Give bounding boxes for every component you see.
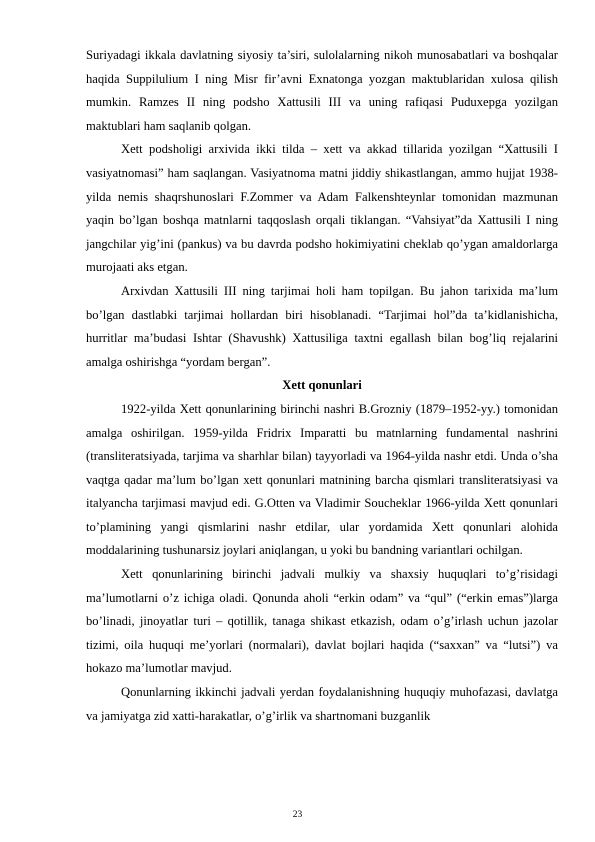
section-heading: Xett qonunlari xyxy=(282,378,362,393)
body-paragraph: 1922-yilda Xett qonunlarining birinchi nashri B.Grozniy (1879–1952-yy.) tomonidan amalga oshirilgan. 1959-yilda Fridrix Imparatti bu matnlarning fundamental nashrini (transliteratsiyada, tarjima va sharhlar bilan) tayyorladi va 1964-yilda nashr etdi. Unda o’sha vaqtga qadar ma’lum bo’lgan xett qonunlari matnining barcha qismlari transliteratsiyasi va italyancha tarjimasi mavjud edi. G.Otten va Vladimir Soucheklar 1966-yilda Xett qonunlari to’plamining yangi qismlarini nashr etdilar, ular yordamida Xett qonunlari alohida moddalarining tushunarsiz joylari aniqlangan, u yoki bu bandning variantlari ochilgan. xyxy=(86,401,558,558)
body-paragraph: Suriyadagi ikkala davlatning siyosiy ta’siri, sulolalarning nikoh munosabatlari va boshqalar haqida Suppilulium I ning Misr fir’avni Exnatonga yozgan maktublaridan xulosa qilish mumkin. Ramzes II ning podsho Xattusili III va uning rafiqasi Puduxepga yozilgan maktublari ham saqlanib qolgan. xyxy=(86,48,558,133)
page-number: 23 xyxy=(292,810,303,820)
body-paragraph: Qonunlarning ikkinchi jadvali yerdan foydalanishning huquqiy muhofazasi, davlatga va jamiyatga zid xatti-harakatlar, o’g’irlik va shartnomani buzganlik xyxy=(86,685,558,723)
document-page xyxy=(86,44,558,728)
body-paragraph: Arxivdan Xattusili III ning tarjimai holi ham topilgan. Bu jahon tarixida ma’lum bo’lgan dastlabki tarjimai hollardan biri hisoblanadi. “Tarjimai hol”da ta’kidlanishicha, hurritlar ma’budasi Ishtar (Shavushk) Xattusiliga taxtni egallash bilan bog’liq rejalarini amalga oshirishga “yordam bergan”. xyxy=(86,283,558,369)
body-paragraph: Xett qonunlarining birinchi jadvali mulkiy va shaxsiy huquqlari to’g’risidagi ma’lumotlarni o’z ichiga oladi. Qonunda aholi “erkin odam” va “qul” (“erkin emas”)larga bo’linadi, jinoyatlar turi – qotillik, tanaga shikast etkazish, odam o’g’irlash uchun jazolar tizimi, oila huquqi me’yorlari (normalari), davlat bojlari haqida (“saxxan” va “lutsi”) va hokazo ma’lumotlar mavjud. xyxy=(86,567,558,676)
body-paragraph: Xett podsholigi arxivida ikki tilda – xett va akkad tillarida yozilgan “Xattusili I vasiyatnomasi” ham saqlangan. Vasiyatnoma matni jiddiy shikastlangan, ammo hujjat 1938-yilda nemis shaqrshunoslari F.Zommer va Adam Falkenshteynlar tomonidan mazmunan yaqin bo’lgan boshqa matnlarni taqqoslash orqali tiklangan. “Vahsiyat”da Xattusili I ning jangchilar yig’ini (pankus) va bu davrda podsho hokimiyatini cheklab qo’ygan amaldorlarga murojaati aks etgan. xyxy=(86,142,558,275)
